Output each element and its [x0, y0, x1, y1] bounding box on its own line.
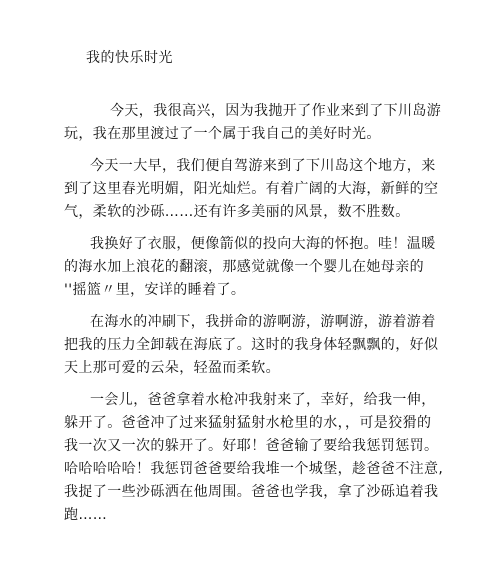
document-body: [64, 100, 454, 527]
paragraph-line: 我换好了衣服，便像箭似的投向大海的怀抱。哇！温暖: [90, 236, 436, 252]
paragraph-gap: [64, 380, 454, 389]
paragraph-line: 我一次又一次的躲开了。好耶！爸爸输了要给我惩罚惩罚。: [64, 438, 439, 454]
paragraph-line: 哈哈哈哈哈！我惩罚爸爸要给我堆一个城堡，趁爸爸不注意,: [64, 461, 444, 477]
paragraph-gap: [64, 302, 454, 311]
paragraph-line: ''摇篮〃里，安详的睡着了。: [64, 282, 246, 298]
paragraph-line: 玩，我在那里渡过了一个属于我自己的美好时光。: [64, 126, 381, 142]
paragraph-line: 天上那可爱的云朵，轻盈而柔软。: [64, 360, 280, 376]
paragraph-line: 把我的压力全卸载在海底了。这时的我身体轻飘飘的，好似: [64, 337, 439, 353]
paragraph-line: 躲开了。爸爸冲了过来猛射猛射水枪里的水，，可是狡猾的: [64, 415, 432, 431]
paragraph-line: 跑……: [64, 507, 108, 523]
paragraph-line: 一会儿，爸爸拿着水枪冲我射来了，幸好，给我一伸，: [90, 392, 436, 408]
paragraph-gap: [64, 146, 454, 155]
paragraph-line: 到了这里春光明媚，阳光灿烂。有着广阔的大海，新鲜的空: [64, 181, 439, 197]
paragraph-gap: [64, 224, 454, 233]
paragraph-line: 今天，我很高兴，因为我抛开了作业来到了下川岛游: [110, 103, 442, 119]
paragraph-line: 的海水加上浪花的翻滚，那感觉就像一个婴儿在她母亲的: [64, 259, 424, 275]
paragraph-line: 今天一大早，我们便自驾游来到了下川岛这个地方，来: [90, 158, 436, 174]
paragraph-line: 气，柔软的沙砾……还有许多美丽的风景，数不胜数。: [64, 204, 410, 220]
paragraph-line: 在海水的冲刷下，我拼命的游啊游，游啊游，游着游着: [90, 314, 436, 330]
paragraph-line: 我捉了一些沙砾洒在他周围。爸爸也学我，拿了沙砾追着我: [64, 484, 439, 500]
document-title: 我的快乐时光: [86, 50, 173, 66]
